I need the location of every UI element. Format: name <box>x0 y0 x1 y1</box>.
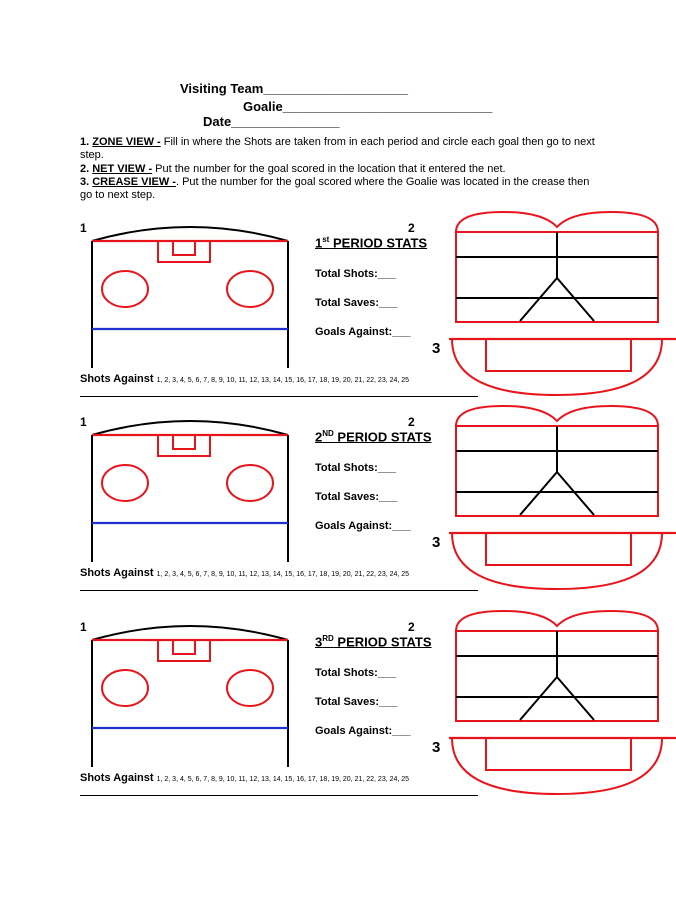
shots-against-row: Shots Against 1, 2, 3, 4, 5, 6, 7, 8, 9, 10, 11, 12, 13, 14, 15, 16, 17, 18, 19, 20, 21, 22, 23, 24, 25 <box>80 772 410 784</box>
section-divider <box>80 396 478 397</box>
zone-view-number: 1 <box>80 415 87 429</box>
total-shots-field: Total Shots:___ <box>315 462 397 474</box>
total-saves-field: Total Saves:___ <box>315 297 398 309</box>
net-left-leg <box>520 677 557 720</box>
shots-against-row: Shots Against 1, 2, 3, 4, 5, 6, 7, 8, 9, 10, 11, 12, 13, 14, 15, 16, 17, 18, 19, 20, 21, 22, 23, 24, 25 <box>80 373 410 385</box>
net-view-diagram[interactable] <box>453 617 663 727</box>
rink-net <box>173 640 195 654</box>
rink-crease-box <box>158 640 210 661</box>
net-left-leg <box>520 472 557 515</box>
zone-view-number: 1 <box>80 620 87 634</box>
shots-against-row: Shots Against 1, 2, 3, 4, 5, 6, 7, 8, 9, 10, 11, 12, 13, 14, 15, 16, 17, 18, 19, 20, 21, 22, 23, 24, 25 <box>80 567 410 579</box>
total-saves-field: Total Saves:___ <box>315 491 398 503</box>
net-view-diagram[interactable] <box>453 218 663 328</box>
crease-view-number: 3 <box>432 340 441 357</box>
period-title: 3RD PERIOD STATS <box>315 634 432 650</box>
rink-crease-box <box>158 241 210 262</box>
visiting-team-field: Visiting Team____________________ <box>180 81 408 96</box>
rink-net <box>173 435 195 449</box>
net-view-diagram[interactable] <box>453 412 663 522</box>
instructions <box>80 136 600 202</box>
zone-view-rink-diagram[interactable] <box>80 228 300 378</box>
date-field: Date_______________ <box>203 114 340 129</box>
instruction-crease-view: 3. CREASE VIEW -. Put the number for the goal scored where the Goalie was located in the crease then go to next step. <box>80 175 590 202</box>
crease-view-diagram[interactable] <box>449 731 676 801</box>
rink-right-faceoff-circle <box>227 271 273 307</box>
net-right-leg <box>557 472 594 515</box>
total-shots-field: Total Shots:___ <box>315 667 397 679</box>
period-title: 2ND PERIOD STATS <box>315 429 432 445</box>
net-right-leg <box>557 278 594 321</box>
rink-boards-arc <box>92 421 288 435</box>
net-view-number: 2 <box>408 620 415 634</box>
goalie-field: Goalie_____________________________ <box>243 99 493 114</box>
zone-view-rink-diagram[interactable] <box>80 422 300 572</box>
rink-crease-box <box>158 435 210 456</box>
rink-net <box>173 241 195 255</box>
rink-left-faceoff-circle <box>102 465 148 501</box>
section-divider <box>80 795 478 796</box>
net-view-number: 2 <box>408 221 415 235</box>
net-view-number: 2 <box>408 415 415 429</box>
instruction-net-view: 2. NET VIEW - Put the number for the goal scored in the location that it entered the net. <box>80 162 506 175</box>
crease-view-number: 3 <box>432 534 441 551</box>
goals-against-field: Goals Against:___ <box>315 520 411 532</box>
crease-box <box>486 339 631 371</box>
goals-against-field: Goals Against:___ <box>315 326 411 338</box>
crease-view-diagram[interactable] <box>449 526 676 596</box>
rink-left-faceoff-circle <box>102 670 148 706</box>
rink-right-faceoff-circle <box>227 670 273 706</box>
zone-view-rink-diagram[interactable] <box>80 627 300 777</box>
net-left-leg <box>520 278 557 321</box>
section-divider <box>80 590 478 591</box>
crease-box <box>486 738 631 770</box>
instruction-zone-view: 1. ZONE VIEW - Fill in where the Shots are taken from in each period and circle each goal then go to next step. <box>80 136 595 162</box>
rink-boards-arc <box>92 227 288 241</box>
goals-against-field: Goals Against:___ <box>315 725 411 737</box>
net-top-arc <box>456 611 658 631</box>
total-saves-field: Total Saves:___ <box>315 696 398 708</box>
rink-left-faceoff-circle <box>102 271 148 307</box>
total-shots-field: Total Shots:___ <box>315 268 397 280</box>
period-title: 1st PERIOD STATS <box>315 235 428 251</box>
rink-boards-arc <box>92 626 288 640</box>
net-top-arc <box>456 212 658 232</box>
net-right-leg <box>557 677 594 720</box>
zone-view-number: 1 <box>80 221 87 235</box>
rink-right-faceoff-circle <box>227 465 273 501</box>
net-top-arc <box>456 406 658 426</box>
crease-box <box>486 533 631 565</box>
crease-view-number: 3 <box>432 739 441 756</box>
crease-view-diagram[interactable] <box>449 332 676 402</box>
